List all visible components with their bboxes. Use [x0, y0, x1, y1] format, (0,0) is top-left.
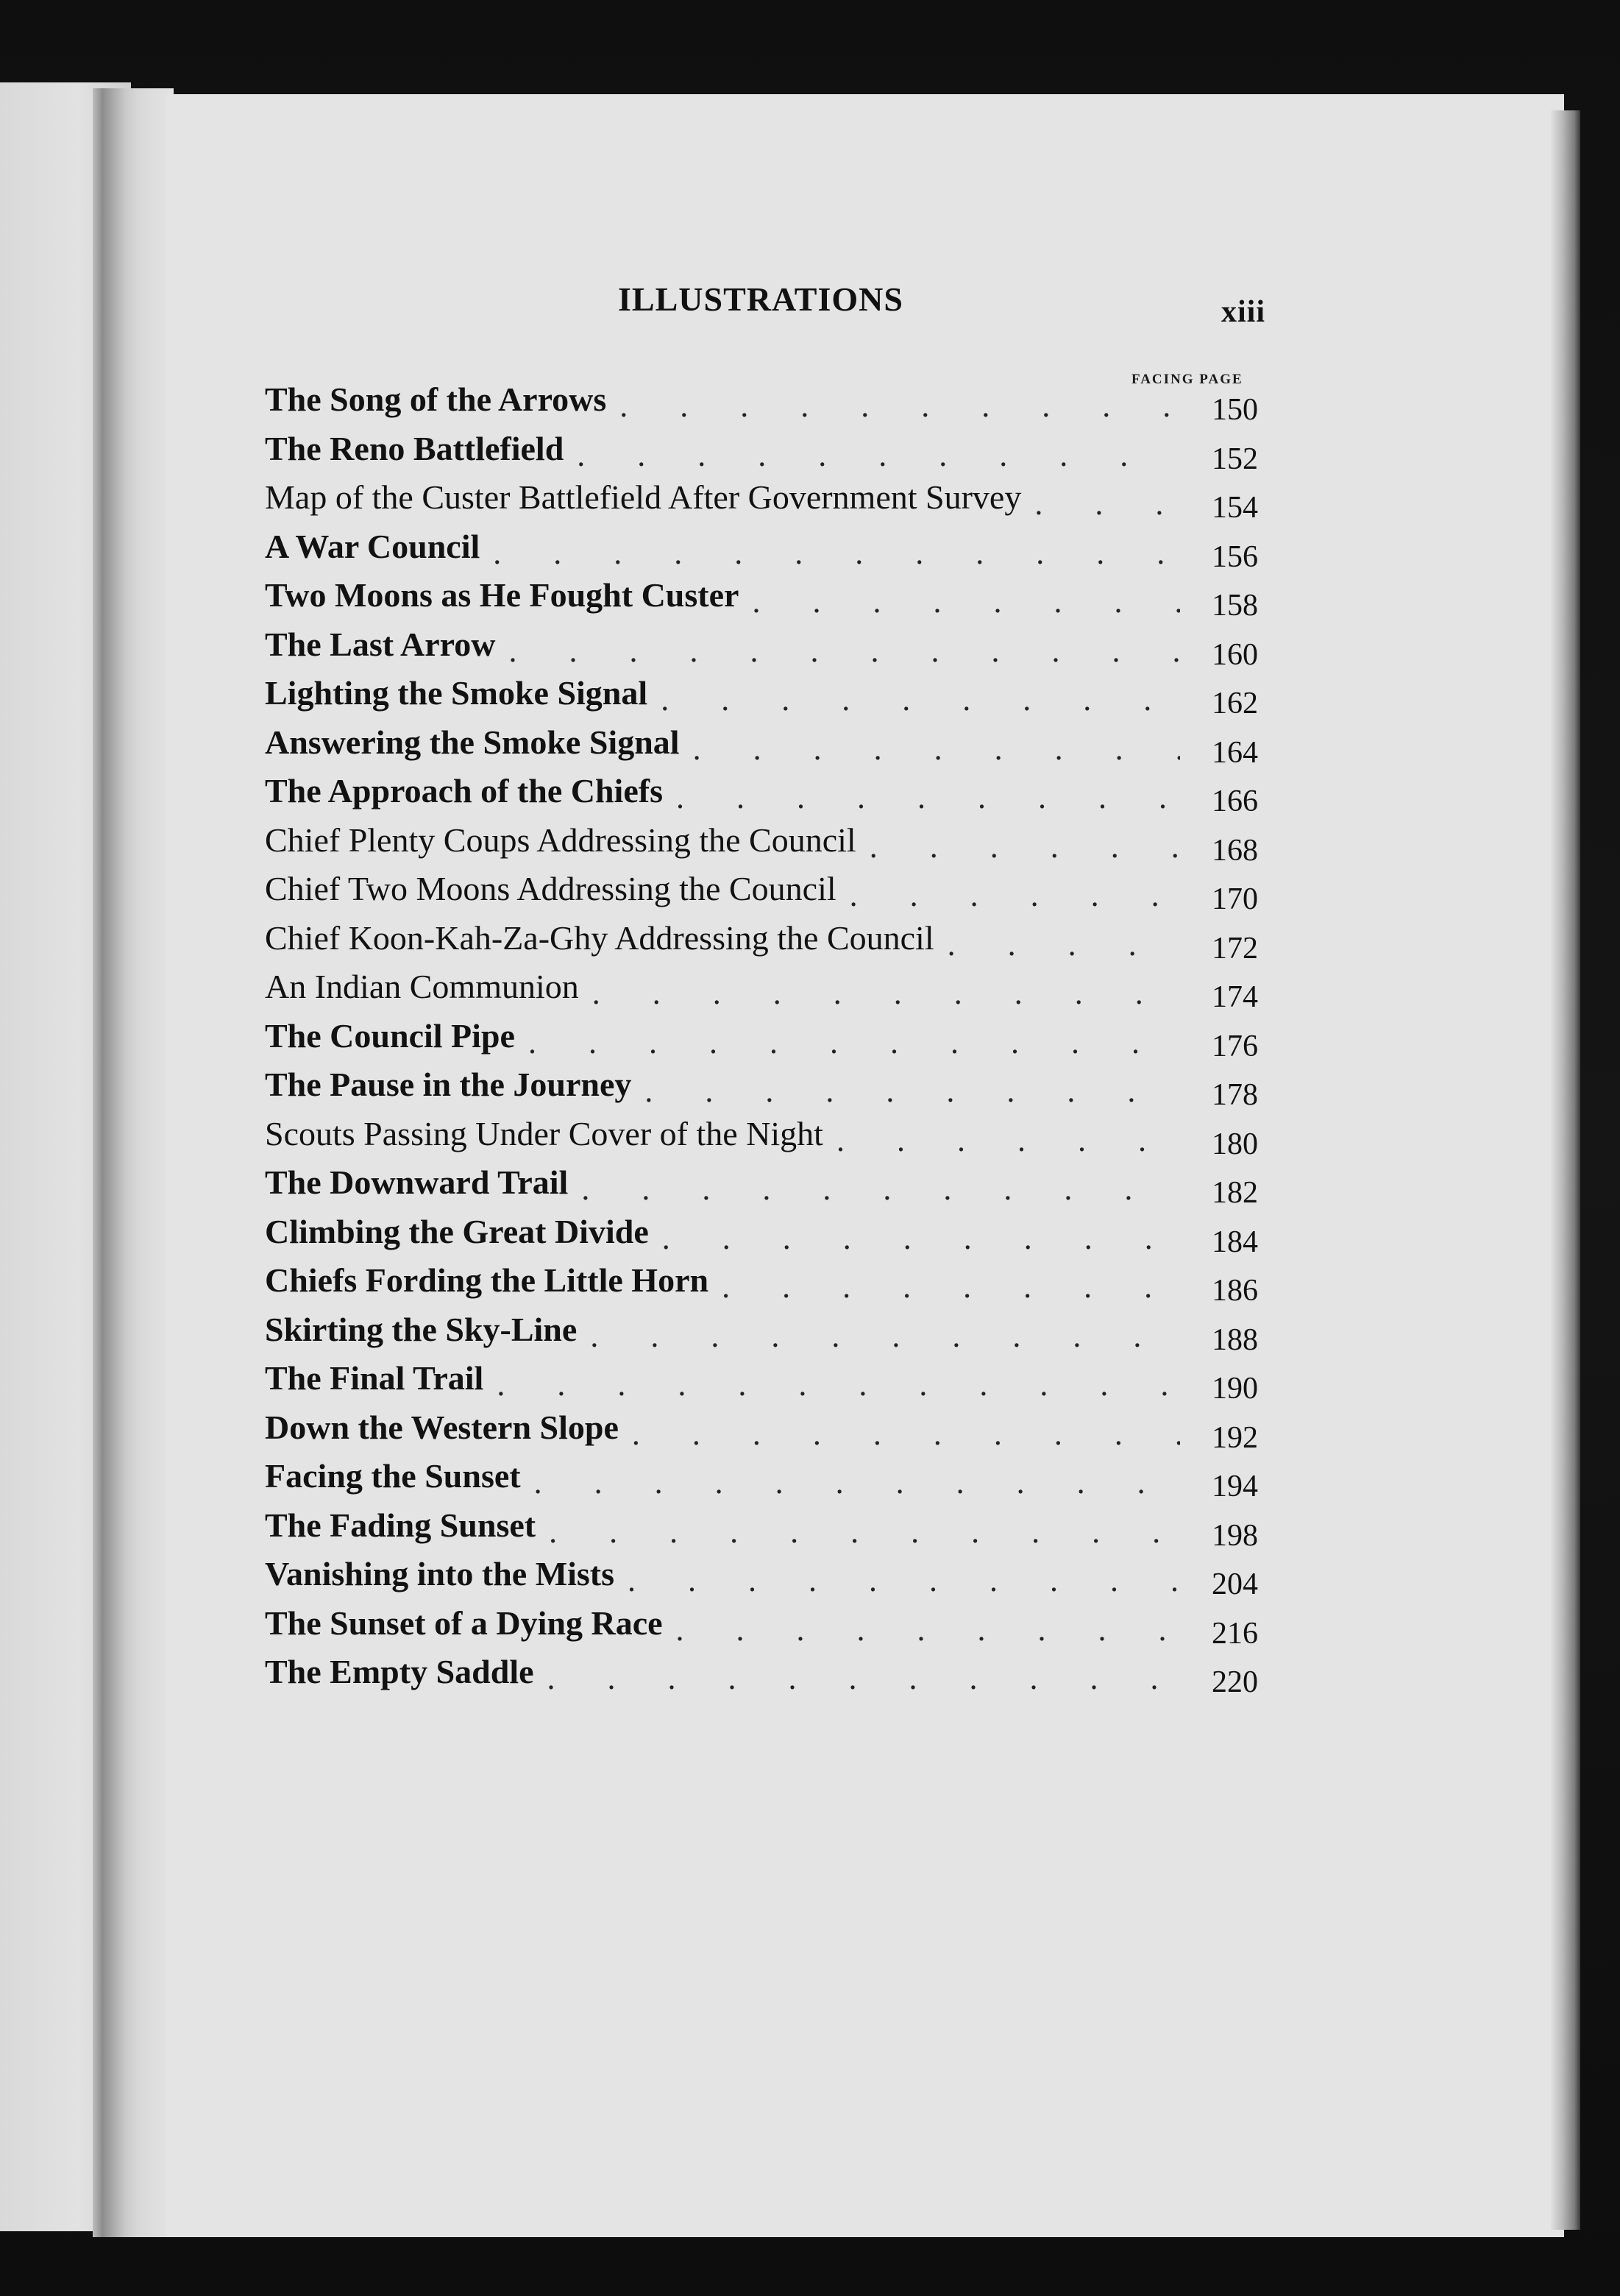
- illustration-title: The Council Pipe: [265, 1016, 515, 1055]
- list-item: [265, 573, 1258, 623]
- illustration-title: The Pause in the Journey: [265, 1066, 632, 1103]
- facing-page-number: 168: [1212, 833, 1258, 868]
- facing-page-number: 188: [1212, 1322, 1258, 1357]
- illustration-title: The Approach of the Chiefs: [265, 772, 663, 809]
- dot-leader: [850, 877, 1180, 914]
- illustration-title: Chief Two Moons Addressing the Council: [265, 870, 836, 907]
- dot-leader: [644, 1073, 1180, 1110]
- dot-leader: [509, 633, 1181, 670]
- facing-page-number: 190: [1212, 1372, 1258, 1406]
- illustration-title: The Sunset of a Dying Race: [265, 1604, 663, 1642]
- illustration-title: Vanishing into the Mists: [265, 1555, 615, 1592]
- illustration-title: The Empty Saddle: [265, 1653, 534, 1690]
- list-item: [265, 916, 1258, 965]
- list-item: [265, 1161, 1258, 1210]
- list-item: [265, 1552, 1258, 1601]
- list-item: [265, 867, 1258, 916]
- illustration-title: Facing the Sunset: [265, 1457, 521, 1495]
- list-item: [265, 1112, 1258, 1161]
- illustration-title: Two Moons as He Fought Custer: [265, 576, 739, 614]
- list-item: [265, 1406, 1258, 1455]
- list-item: [265, 525, 1258, 574]
- list-item: [265, 1601, 1258, 1651]
- list-item: [265, 427, 1258, 476]
- illustration-title: The Fading Sunset: [265, 1506, 536, 1544]
- facing-page-number: 156: [1212, 539, 1258, 574]
- dot-leader: [547, 1660, 1180, 1697]
- illustration-title: The Reno Battlefield: [265, 429, 564, 467]
- page-number-folio: xiii: [1221, 295, 1266, 329]
- dot-leader: [836, 1122, 1180, 1159]
- facing-page-number: 180: [1212, 1127, 1258, 1161]
- dot-leader: [592, 975, 1180, 1012]
- dot-leader: [632, 1416, 1180, 1453]
- facing-page-number: 162: [1212, 687, 1258, 720]
- list-item: [265, 475, 1258, 525]
- dot-leader: [528, 1024, 1180, 1061]
- facing-page-number: 194: [1212, 1470, 1258, 1503]
- dot-leader: [752, 584, 1180, 620]
- facing-page-number: 192: [1212, 1420, 1258, 1455]
- list-item: [265, 720, 1258, 770]
- facing-page-number: 160: [1212, 637, 1258, 672]
- facing-page-number: 178: [1212, 1078, 1258, 1112]
- illustration-title: A War Council: [265, 527, 480, 565]
- dot-leader: [581, 1171, 1180, 1208]
- list-item: [265, 1356, 1258, 1406]
- illustration-title: The Last Arrow: [265, 625, 496, 663]
- dot-leader: [676, 779, 1180, 816]
- dot-leader: [1034, 486, 1180, 522]
- dot-leader: [628, 1562, 1180, 1599]
- facing-page-number: 186: [1212, 1274, 1258, 1308]
- dot-leader: [590, 1318, 1180, 1355]
- facing-page-number: 150: [1212, 393, 1258, 427]
- list-item: [265, 1308, 1258, 1357]
- dot-leader: [549, 1514, 1180, 1551]
- facing-page-number: 216: [1212, 1616, 1258, 1651]
- facing-page-number: 182: [1212, 1176, 1258, 1210]
- page-title: ILLUSTRATIONS: [618, 280, 903, 318]
- list-item: [265, 1014, 1258, 1063]
- list-item: [265, 623, 1258, 672]
- facing-page-number: 172: [1212, 931, 1258, 965]
- page-right-edge: [1551, 110, 1580, 2230]
- facing-page-number: 164: [1212, 735, 1258, 770]
- dot-leader: [493, 535, 1180, 572]
- dot-leader: [662, 1220, 1180, 1257]
- illustration-title: Map of the Custer Battlefield After Government Survey: [265, 478, 1022, 516]
- facing-page-number: 152: [1212, 442, 1258, 476]
- facing-page-number: 204: [1212, 1567, 1258, 1601]
- list-item: [265, 769, 1258, 818]
- illustration-title: The Song of the Arrows: [265, 380, 607, 418]
- dot-leader: [870, 829, 1180, 865]
- illustration-title: Lighting the Smoke Signal: [265, 674, 648, 712]
- dot-leader: [676, 1612, 1180, 1648]
- book-gutter-shadow: [93, 88, 174, 2237]
- illustration-title: The Final Trail: [265, 1359, 484, 1397]
- illustration-title: Chief Plenty Coups Addressing the Council: [265, 821, 856, 859]
- list-item: [265, 1210, 1258, 1259]
- dot-leader: [948, 926, 1180, 963]
- dot-leader: [497, 1367, 1180, 1403]
- facing-page-number: 176: [1212, 1029, 1258, 1063]
- illustration-title: Chief Koon-Kah-Za-Ghy Addressing the Council: [265, 918, 934, 957]
- list-item: [265, 965, 1258, 1014]
- list-item: [265, 1650, 1258, 1699]
- list-item: [265, 818, 1258, 868]
- facing-page-number: 166: [1212, 784, 1258, 818]
- list-item: [265, 1063, 1258, 1112]
- facing-page-column-label: FACING PAGE: [1131, 372, 1243, 387]
- dot-leader: [661, 681, 1180, 718]
- illustration-title: Skirting the Sky-Line: [265, 1310, 578, 1348]
- list-item: [265, 378, 1258, 427]
- list-item: [265, 1503, 1258, 1553]
- facing-page-number: 220: [1212, 1665, 1258, 1699]
- illustration-title: An Indian Communion: [265, 968, 579, 1005]
- illustration-title: Climbing the Great Divide: [265, 1212, 649, 1250]
- illustrations-list: [265, 378, 1258, 1699]
- facing-page-number: 158: [1212, 589, 1258, 623]
- list-item: [265, 1454, 1258, 1503]
- facing-page-number: 184: [1212, 1225, 1258, 1259]
- dot-leader: [577, 437, 1180, 474]
- list-item: [265, 1258, 1258, 1308]
- dot-leader: [722, 1269, 1180, 1305]
- illustration-title: The Downward Trail: [265, 1163, 569, 1201]
- facing-page-number: 174: [1212, 980, 1258, 1014]
- illustration-title: Down the Western Slope: [265, 1408, 619, 1446]
- list-item: [265, 671, 1258, 720]
- illustration-title: Answering the Smoke Signal: [265, 723, 680, 761]
- dot-leader: [534, 1464, 1180, 1501]
- dot-leader: [693, 731, 1180, 768]
- illustration-title: Chiefs Fording the Little Horn: [265, 1261, 709, 1299]
- dot-leader: [619, 388, 1180, 425]
- facing-page-number: 154: [1212, 491, 1258, 525]
- facing-page-number: 170: [1212, 882, 1258, 916]
- facing-page-number: 198: [1212, 1518, 1258, 1553]
- illustration-title: Scouts Passing Under Cover of the Night: [265, 1114, 823, 1152]
